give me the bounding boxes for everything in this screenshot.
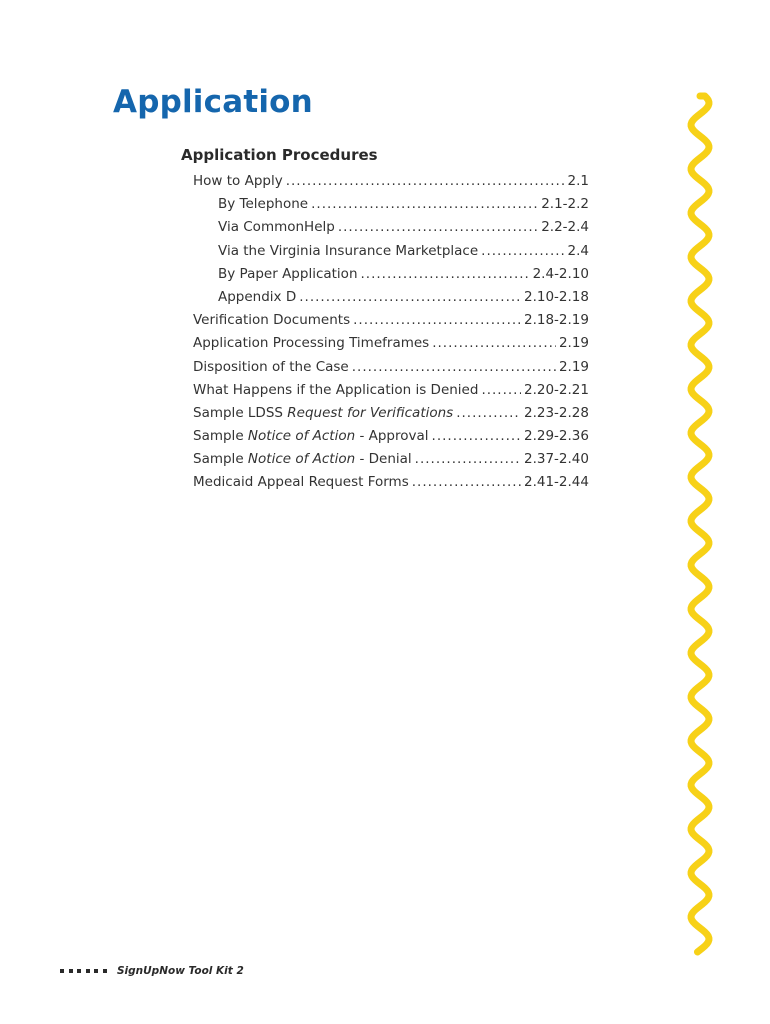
toc-entry [193, 356, 589, 379]
toc-entry-page: 2.37-2.40 [524, 451, 589, 468]
toc-entry-page: 2.19 [558, 358, 589, 375]
toc-entry [193, 402, 589, 425]
footer-dot [60, 969, 64, 973]
toc-entry-label: Disposition of the Case [193, 358, 349, 375]
toc-entry-page: 2.1 [567, 173, 589, 189]
footer-dots [60, 969, 111, 973]
toc-dot-leader [338, 216, 538, 239]
toc-dot-leader [352, 356, 556, 379]
toc-entry-label: How to Apply [193, 173, 283, 189]
toc-entry [193, 425, 589, 448]
yellow-squiggle-decoration [675, 92, 725, 956]
toc-entry-label: What Happens if the Application is Denied [193, 381, 479, 398]
toc-entry-label [193, 425, 429, 448]
toc-entry-label: Application Processing Timeframes [193, 335, 430, 352]
toc-entry [193, 379, 589, 402]
toc-entry-label: Appendix D [218, 288, 297, 305]
toc-entry-label: Via the Virginia Insurance Marketplace [218, 242, 479, 259]
toc-dot-leader [311, 193, 538, 216]
toc-dot-leader [432, 425, 521, 448]
toc-entry-label [193, 448, 412, 471]
toc-dot-leader [361, 263, 530, 286]
toc-dot-leader [415, 448, 521, 471]
toc-entry-label-suffix: - Approval [355, 428, 429, 445]
page-footer [60, 965, 244, 977]
toc-entry-label: Via CommonHelp [218, 219, 335, 236]
section-heading: Application Procedures [181, 146, 378, 164]
toc-entry-label [193, 402, 453, 425]
toc-dot-leader [412, 471, 521, 494]
toc-entry-label-italic: Request for Verifications [287, 404, 454, 421]
toc-entry [193, 216, 589, 239]
toc-entry-page: 2.4 [567, 242, 589, 259]
toc-entry-page: 2.4-2.10 [532, 265, 589, 282]
toc-entry-page: 2.19 [558, 335, 589, 352]
toc-entry [193, 286, 589, 309]
toc-entry-page: 2.10-2.18 [524, 288, 589, 305]
toc-dot-leader [456, 402, 521, 425]
toc-dot-leader [353, 309, 521, 332]
footer-dot [86, 969, 90, 973]
toc-entry-page: 2.41-2.44 [524, 474, 589, 491]
toc-entry-label: By Telephone [218, 196, 309, 213]
toc-entry [193, 332, 589, 355]
toc-entry [193, 263, 589, 286]
toc-dot-leader [299, 286, 521, 309]
toc-entry-page: 2.1-2.2 [541, 196, 589, 213]
toc-dot-leader [481, 240, 564, 263]
toc-entry-label-suffix: - Denial [355, 451, 412, 468]
toc-entry [193, 448, 589, 471]
toc-entry-label-prefix: Sample LDSS [193, 404, 288, 421]
toc-entry [193, 240, 589, 263]
footer-text: SignUpNow Tool Kit 2 [117, 965, 244, 977]
toc-entry [193, 193, 589, 216]
toc-entry-label: Verification Documents [193, 312, 351, 329]
toc-entry [193, 471, 589, 494]
toc-entry-label-italic: Notice of Action [247, 428, 356, 445]
footer-dot [69, 969, 73, 973]
toc-dot-leader [286, 170, 565, 193]
toc-entry-label-italic: Notice of Action [247, 451, 356, 468]
toc-entry-page: 2.2-2.4 [541, 219, 589, 236]
toc-dot-leader [481, 379, 521, 402]
toc-entry-label-prefix: Sample [193, 428, 248, 445]
toc-entry [193, 309, 589, 332]
toc-dot-leader [432, 332, 556, 355]
toc-entry [193, 170, 589, 193]
footer-dot [103, 969, 107, 973]
toc-entry-label: Medicaid Appeal Request Forms [193, 474, 409, 491]
toc-entry-label: By Paper Application [218, 265, 358, 282]
page-title: Application [113, 84, 313, 120]
toc-entry-page: 2.20-2.21 [524, 381, 589, 398]
toc-entry-label-prefix: Sample [193, 451, 248, 468]
footer-dot [77, 969, 81, 973]
toc-entry-page: 2.18-2.19 [524, 312, 589, 329]
toc-entry-page: 2.29-2.36 [524, 428, 589, 445]
toc-entry-page: 2.23-2.28 [524, 404, 589, 421]
squiggle-line [691, 96, 709, 952]
table-of-contents [193, 170, 589, 495]
footer-dot [94, 969, 98, 973]
